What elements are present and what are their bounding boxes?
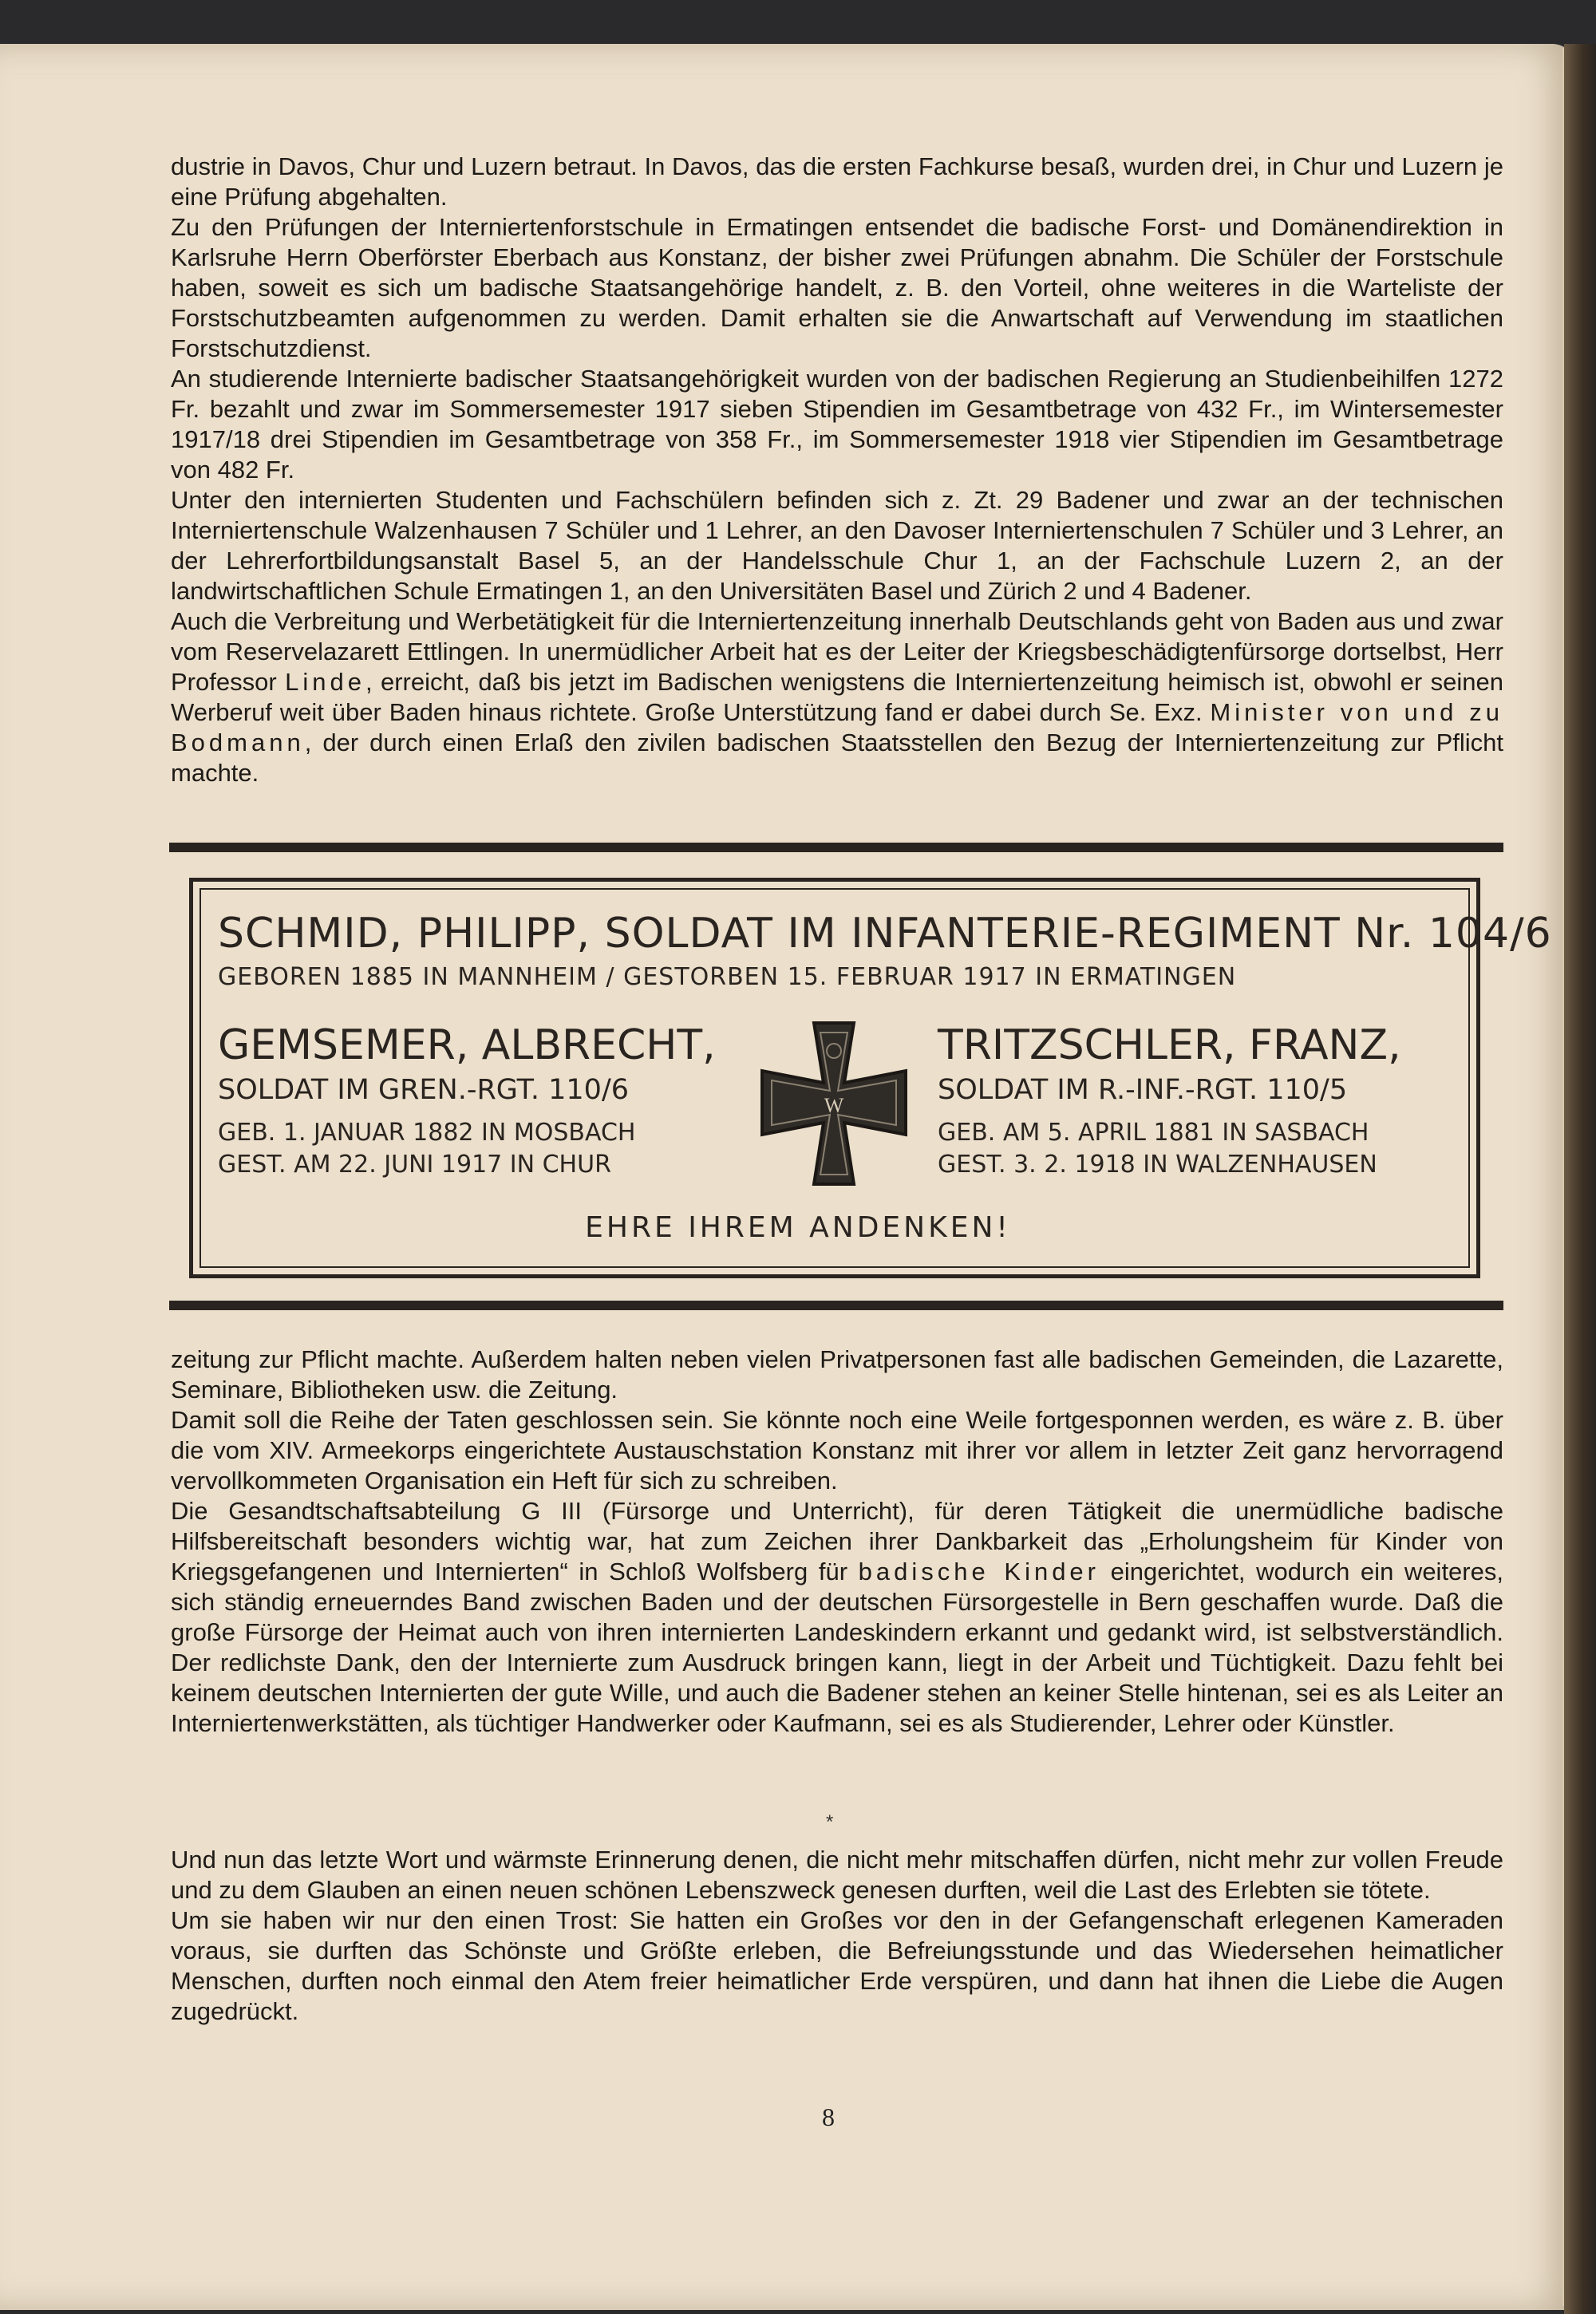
paragraph: dustrie in Davos, Chur und Luzern betraut. In Davos, das die ersten Fachkurse besaß, wurden drei, in Chur und Luzern je eine Prüfung abgehalten. xyxy=(171,152,1503,211)
paragraph: Damit soll die Reihe der Taten geschlossen sein. Sie könnte noch eine Weile fortgesponnen werden, es wäre z. B. über die vom XIV. Armeekorps eingerichtete Austauschstation Konstanz mit ihrer vor allem in letzter Zeit ganz hervorragend vervollkommeten Organisation ein Heft für sich zu schreiben. xyxy=(171,1406,1503,1495)
memorial-name-schmid: SCHMID, PHILIPP, SOLDAT IM INFANTERIE-REGIMENT Nr. 104/6 xyxy=(218,910,1552,958)
spaced-emphasis: badische Kinder xyxy=(858,1558,1100,1585)
memorial-top-rule xyxy=(169,843,1503,852)
paragraph: Auch die Verbreitung und Werbetätigkeit für die Interniertenzeitung innerhalb Deutschlands geht von Baden aus und zwar vom Reservelazarett Ettlingen. In unermüdlicher Arbeit hat es der Leiter der Kriegsbeschädigtenfürsorge dortselbst, Herr Professor Linde, erreicht, daß bis jetzt im Badischen wenigstens die Interniertenzeitung heimisch ist, obwohl er seinen Werberuf weit über Baden hinaus richtete. Große Unterstützung fand er dabei durch Se. Exz. Minister von und zu Bodmann, der durch einen Erlaß den zivilen badischen Staatsstellen den Bezug der Interniertenzeitung zur Pflicht machte. xyxy=(171,607,1503,787)
memorial-name-tritzschler: TRITZSCHLER, FRANZ, xyxy=(938,1021,1401,1069)
paragraph: Zu den Prüfungen der Interniertenforstschule in Ermatingen entsendet die badische Forst- und Domänendirektion in Karlsruhe Herrn Oberförster Eberbach aus Konstanz, der bisher zwei Prüfungen abnahm. Die Schüler der Forstschule haben, soweit es sich um badische Staatsangehörige handelt, z. B. den Vorteil, ohne weiteres in die Warteliste der Forstschutzbeamten aufgenommen zu werden. Damit erhalten sie die Anwartschaft auf Verwendung im staatlichen Forstschutzdienst. xyxy=(171,213,1503,362)
paragraph: Unter den internierten Studenten und Fachschülern befinden sich z. Zt. 29 Badener und zwar an der technischen Interniertenschule Walzenhausen 7 Schüler und 1 Lehrer, an den Davoser Interniertenschulen 7 Schüler und 3 Lehrer, an der Lehrerfortbildungsanstalt Basel 5, an der Handelsschule Chur 1, an der Fachschule Luzern 2, an der landwirtschaftlichen Schule Ermatingen 1, an den Universitäten Basel und Zürich 2 und 4 Badener. xyxy=(171,486,1503,605)
iron-cross-icon xyxy=(734,1007,934,1198)
text-block-end xyxy=(171,1845,1503,2027)
cross-letter: W xyxy=(824,1094,844,1117)
memorial-unit-tritzschler: SOLDAT IM R.-INF.-RGT. 110/5 xyxy=(938,1074,1348,1106)
section-separator: * xyxy=(826,1811,834,1833)
memorial-died-tritzschler: GEST. 3. 2. 1918 IN WALZENHAUSEN xyxy=(938,1151,1377,1179)
paragraph: Und nun das letzte Wort und wärmste Erinnerung denen, die nicht mehr mitschaffen dürfen, nicht mehr zur vollen Freude und zu dem Glauben an einen neuen schönen Lebenszweck genesen durften, weil die Last des Erlebten sie tötete. xyxy=(171,1846,1503,1904)
memorial-motto: EHRE IHREM ANDENKEN! xyxy=(585,1211,1011,1244)
text-block-top xyxy=(171,152,1503,788)
paragraph: Die Gesandtschaftsabteilung G III (Fürsorge und Unterricht), für deren Tätigkeit die unermüdliche badische Hilfsbereitschaft besonders wichtig war, hat zum Zeichen ihrer Dankbarkeit das „Erholungsheim für Kinder von Kriegsgefangenen und Internierten“ in Schloß Wolfsberg für badische Kinder eingerichtet, wodurch ein weiteres, sich ständig erneuerndes Band zwischen Baden und der deutschen Fürsorgestelle in Bern geschaffen wurde. Daß die große Fürsorge der Heimat auch von ihren internierten Landeskindern erkannt und gedankt wird, ist selbstverständlich. Der redlichste Dank, den der Internierte zum Ausdruck bringen kann, liegt in der Arbeit und Tüchtigkeit. Dazu fehlt bei keinem deutschen Internierten der gute Wille, und auch die Badener stehen an keiner Stelle hintenan, sei es als Leiter an Interniertenwerkstätten, als tüchtiger Handwerker oder Kaufmann, sei es als Studierender, Lehrer oder Künstler. xyxy=(171,1497,1503,1737)
page-number: 8 xyxy=(822,2103,835,2131)
spaced-name: Minister von und zu Bodmann xyxy=(171,698,1503,756)
memorial-bottom-rule xyxy=(169,1301,1503,1310)
memorial-died-gemsemer: GEST. AM 22. JUNI 1917 IN CHUR xyxy=(218,1151,611,1179)
memorial-born-gemsemer: GEB. 1. JANUAR 1882 IN MOSBACH xyxy=(218,1119,636,1147)
memorial-detail-schmid: GEBOREN 1885 IN MANNHEIM / GESTORBEN 15. FEBRUAR 1917 IN ERMATINGEN xyxy=(218,963,1237,991)
paragraph: zeitung zur Pflicht machte. Außerdem halten neben vielen Privatpersonen fast alle badischen Gemeinden, die Lazarette, Seminare, Bibliotheken usw. die Zeitung. xyxy=(171,1345,1503,1404)
memorial-unit-gemsemer: SOLDAT IM GREN.-RGT. 110/6 xyxy=(218,1074,630,1106)
paragraph: An studierende Internierte badischer Staatsangehörigkeit wurden von der badischen Regierung an Studienbeihilfen 1272 Fr. bezahlt und zwar im Sommersemester 1917 sieben Stipendien im Gesamtbetrage von 432 Fr., im Wintersemester 1917/18 drei Stipendien im Gesamtbetrage von 358 Fr., im Sommersemester 1918 vier Stipendien im Gesamtbetrage von 482 Fr. xyxy=(171,365,1503,484)
text-block-bottom xyxy=(171,1345,1503,1739)
book-spine xyxy=(1564,44,1596,2314)
spaced-name: Linde xyxy=(285,668,365,696)
memorial-name-gemsemer: GEMSEMER, ALBRECHT, xyxy=(218,1021,716,1069)
paragraph: Um sie haben wir nur den einen Trost: Sie hatten ein Großes vor den in der Gefangenschaft erlegenen Kameraden voraus, sie durften das Schönste und Größte erleben, die Befreiungsstunde und das Wiedersehen heimatlicher Menschen, durften noch einmal den Atem freier heimatlicher Erde verspüren, und dann hat ihnen die Liebe die Augen zugedrückt. xyxy=(171,1906,1503,2025)
memorial-born-tritzschler: GEB. AM 5. APRIL 1881 IN SASBACH xyxy=(938,1119,1369,1147)
